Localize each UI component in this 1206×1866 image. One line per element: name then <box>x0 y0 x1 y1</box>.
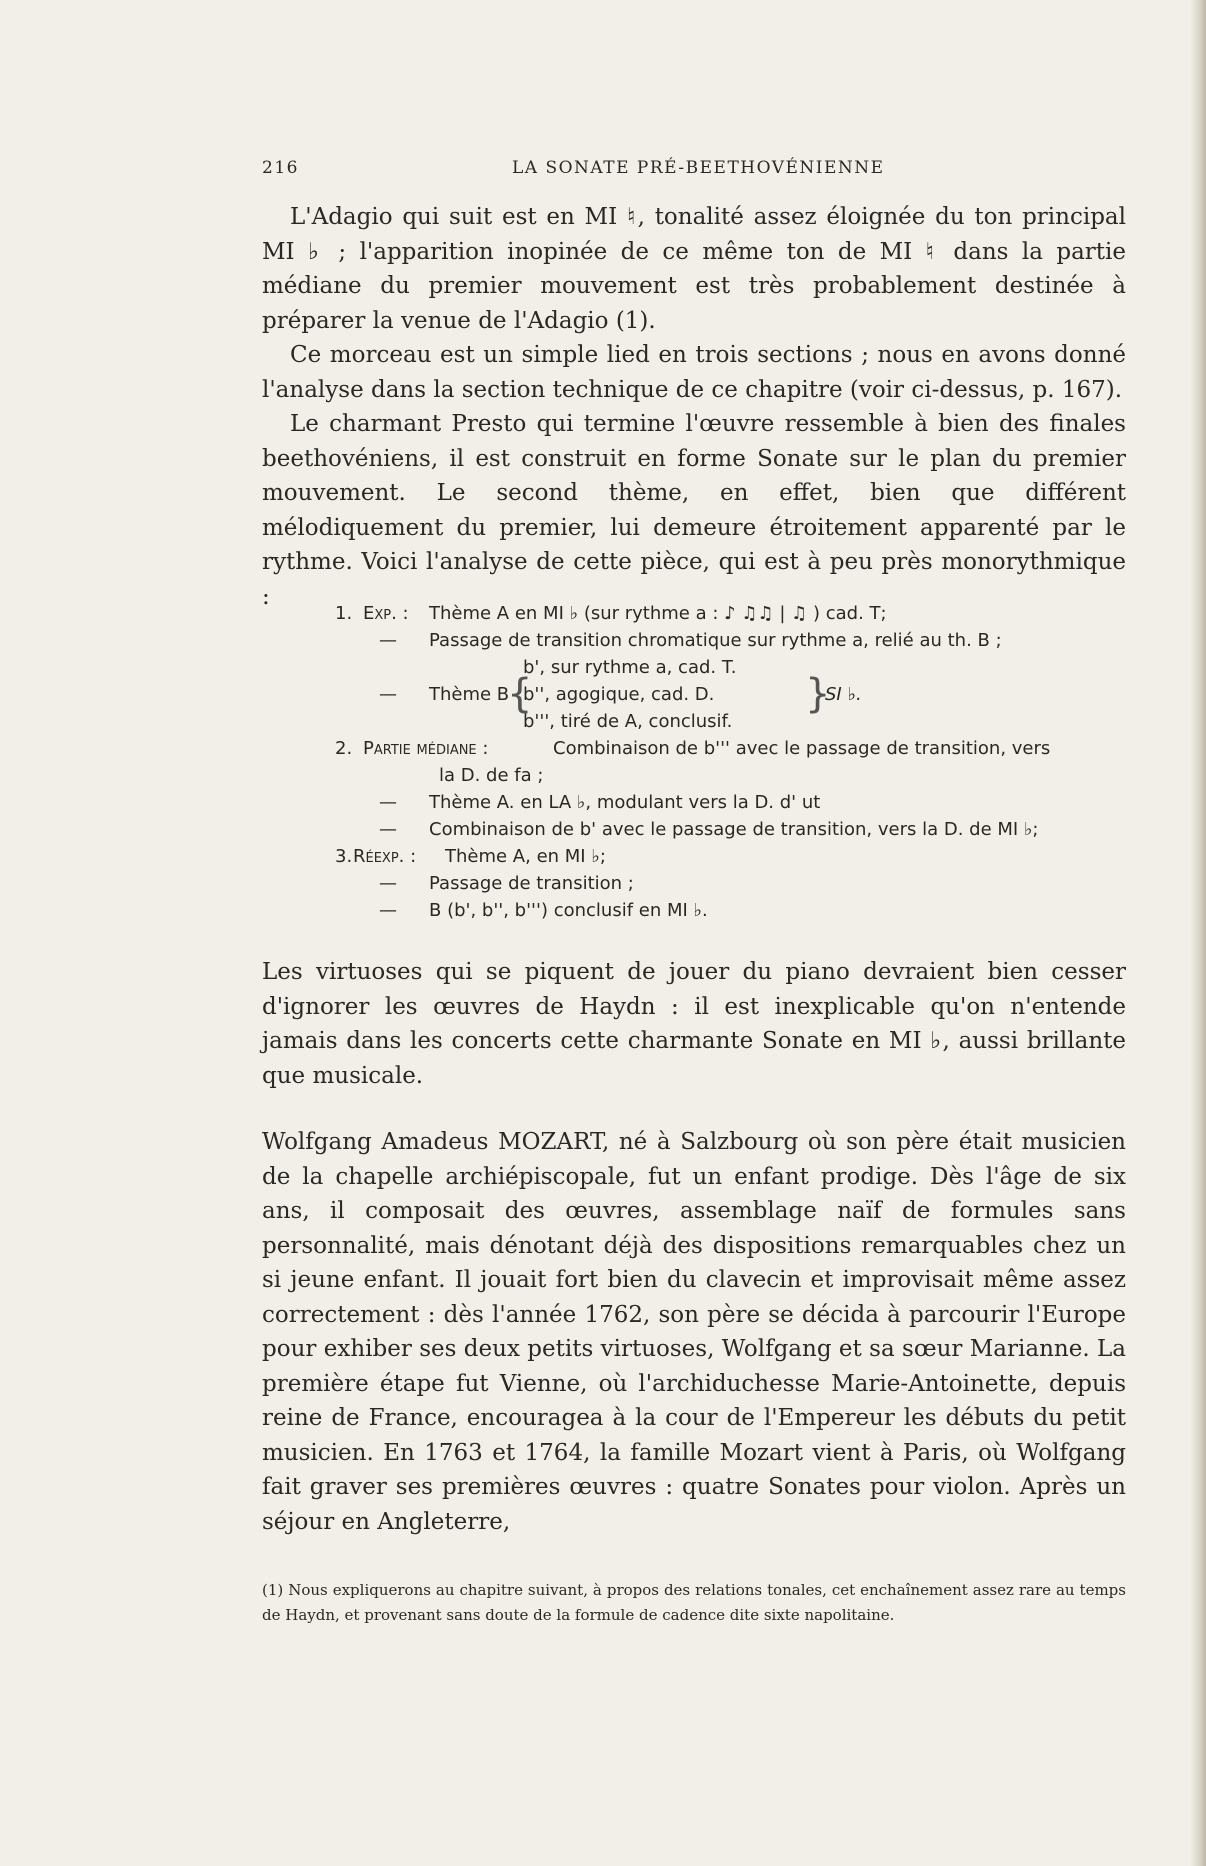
body-text-top <box>262 200 1126 614</box>
analysis-row: b''', tiré de A, conclusif. <box>523 711 733 732</box>
paragraph-virtuoses: Les virtuoses qui se piquent de jouer du piano devraient bien cesser d'ignorer les œuvres de Haydn : il est inexplicable qu'on n'entende jamais dans les concerts cette charmante Sonate en MI ♭, aussi brillante que musicale. <box>262 959 1126 1089</box>
analysis-row: — Thème B { b'', agogique, cad. D. } SI ♭. <box>379 671 862 717</box>
running-title: LA SONATE PRÉ-BEETHOVÉNIENNE <box>512 158 885 178</box>
sonata-analysis <box>335 600 1135 924</box>
analysis-row: — Passage de transition ; <box>379 873 634 894</box>
paragraph-adagio: L'Adagio qui suit est en MI ♮, tonalité assez éloignée du ton principal MI ♭ ; l'apparition inopinée de ce même ton de MI ♮ dans la partie médiane du premier mouvement est très probablement destinée à préparer la venue de l'Adagio (1). <box>262 204 1126 334</box>
analysis-row: 2. Partie médiane : Combinaison de b''' avec le passage de transition, vers <box>335 738 1051 759</box>
paragraph-presto: Le charmant Presto qui termine l'œuvre ressemble à bien des finales beethovéniens, il est construit en forme Sonate sur le plan du premier mouvement. Le second thème, en effet, bien que différent mélodiquement du premier, lui demeure étroitement apparenté par le rythme. Voici l'analyse de cette pièce, qui est à peu près monorythmique : <box>262 411 1126 610</box>
paragraph-lied: Ce morceau est un simple lied en trois sections ; nous en avons donné l'analyse dans la section technique de ce chapitre (voir ci-dessus, p. 167). <box>262 342 1126 403</box>
left-brace-icon: { <box>507 671 533 717</box>
footnote: (1) Nous expliquerons au chapitre suivant, à propos des relations tonales, cet enchaînement assez rare au temps de Haydn, et provenant sans doute de la formule de cadence dite sixte napolitaine. <box>262 1581 1126 1624</box>
analysis-row: b', sur rythme a, cad. T. <box>523 657 737 678</box>
analysis-row: — Combinaison de b' avec le passage de transition, vers la D. de MI ♭; <box>379 819 1039 840</box>
analysis-row: — Thème A. en LA ♭, modulant vers la D. d' ut <box>379 792 821 813</box>
analysis-row: — Passage de transition chromatique sur rythme a, relié au th. B ; <box>379 630 1002 651</box>
page-edge-shadow <box>1190 0 1206 1866</box>
analysis-row: 1. Exp. : Thème A en MI ♭ (sur rythme a : ♪ ♫♫ | ♫ ) cad. T; <box>335 603 887 624</box>
analysis-row: la D. de fa ; <box>439 765 544 786</box>
body-text-mozart <box>262 1125 1126 1539</box>
right-brace-icon: } <box>805 671 831 717</box>
body-text-virtuoses <box>262 955 1126 1093</box>
page-number: 216 <box>262 158 299 178</box>
analysis-row: 3. Réexp. : Thème A, en MI ♭; <box>335 846 606 867</box>
paragraph-mozart: Wolfgang Amadeus MOZART, né à Salzbourg où son père était musicien de la chapelle archiépiscopale, fut un enfant prodige. Dès l'âge de six ans, il composait des œuvres, assemblage naïf de formules sans personnalité, mais dénotant déjà des dispositions remarquables chez un si jeune enfant. Il jouait fort bien du clavecin et improvisait même assez correctement : dès l'année 1762, son père se décida à parcourir l'Europe pour exhiber ses deux petits virtuoses, Wolfgang et sa sœur Marianne. La première étape fut Vienne, où l'archiduchesse Marie-Antoinette, depuis reine de France, encouragea à la cour de l'Empereur les débuts du petit musicien. En 1763 et 1764, la famille Mozart vient à Paris, où Wolfgang fait graver ses premières œuvres : quatre Sonates pour violon. Après un séjour en Angleterre, <box>262 1129 1126 1535</box>
analysis-row: — B (b', b'', b''') conclusif en MI ♭. <box>379 900 708 921</box>
